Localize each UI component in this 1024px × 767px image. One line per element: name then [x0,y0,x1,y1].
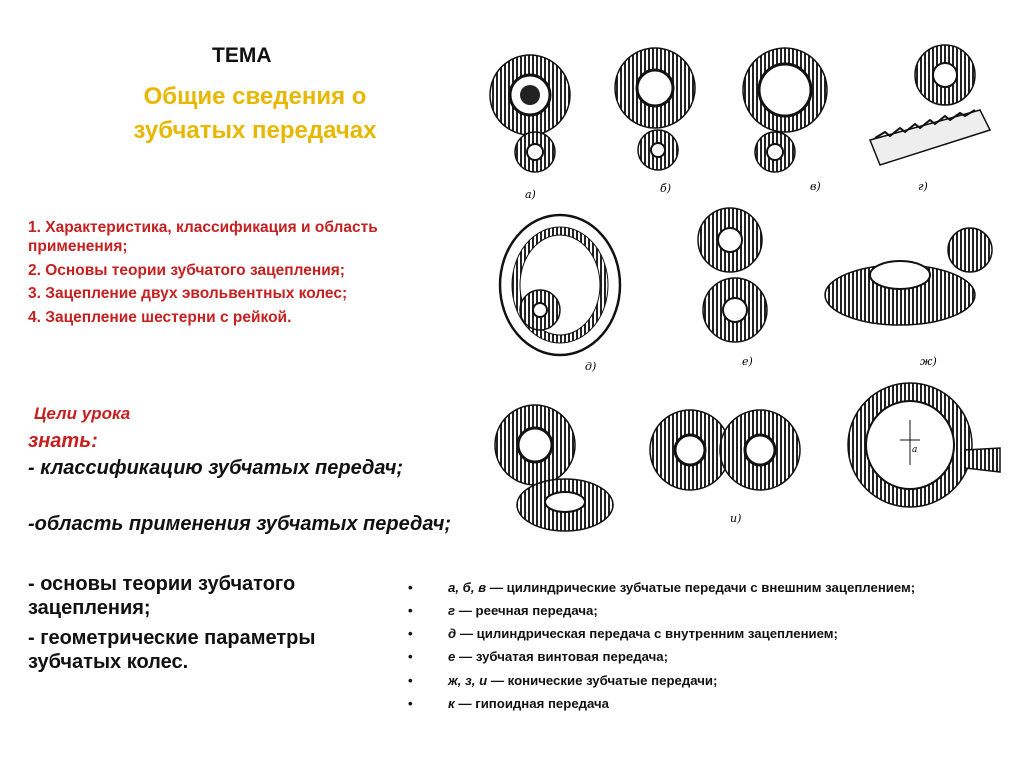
bullet-icon: • [408,580,413,595]
bullet-icon: • [408,626,413,642]
goal-item: - основы теории зубчатого зацепления; [28,573,296,619]
tema-label: ТЕМА [212,44,272,67]
goal-item: -область применения зубчатых передач; [28,513,452,535]
spiral-bevel-gears-icon [650,410,800,490]
helical-gears-icon [698,208,767,342]
legend-code: г [448,603,456,619]
legend-code: к [448,695,455,711]
bullet-icon: • [408,672,413,688]
legend-code: д [448,626,457,642]
figure-legend [408,578,988,717]
goals-know-label: знать: [28,430,98,452]
legend-item [408,647,988,666]
gear-pair-v-icon [743,48,827,172]
figure-label: и) [730,512,742,525]
legend-item [408,624,988,643]
topic-title-line1: Общие сведения о [143,83,367,110]
legend-text: — цилиндрические зубчатые передачи с внешним зацеплением; [486,580,916,595]
figure-label: б) [660,182,672,195]
legend-code: е [448,649,456,665]
plan-item: 3. Зацепление двух эвольвентных колес; [28,285,348,303]
plan-item: 1. Характеристика, классификация и область применения; [28,219,378,256]
figure-label: е) [742,355,753,368]
rack-and-pinion-icon [870,45,990,165]
figure-label: ж) [920,355,937,368]
topic-title [70,80,440,147]
legend-item [408,578,988,597]
legend-text: — цилиндрическая передача с внутренним зацеплением; [456,626,838,642]
lesson-plan [28,218,448,331]
bullet-icon: • [408,603,413,619]
dimension-label: a [912,445,918,455]
bullet-icon: • [408,649,413,665]
legend-code: а, б, в [448,580,487,595]
figure-label: д) [585,360,597,373]
bevel-gear-icon [825,228,992,325]
figure-label: г) [918,180,928,193]
goals-heading: Цели урока [34,404,131,423]
legend-item [408,694,988,713]
plan-item: 2. Основы теории зубчатого зацепления; [28,261,345,279]
topic-title-line2: зубчатых передачах [133,116,377,144]
bullet-icon: • [408,695,413,711]
gear-pair-b-icon [615,48,695,170]
figure-label: а) [525,188,536,201]
legend-item [408,671,988,690]
goal-item: - геометрические параметры зубчатых колес. [28,627,316,673]
legend-text: — реечная передача; [455,603,598,619]
gear-pair-a-icon [490,55,570,172]
goal-item: - классификацию зубчатых передач; [28,457,404,479]
internal-gear-icon [500,215,620,355]
gears-illustration [480,20,1010,560]
bevel-gears-pair-icon [495,405,613,531]
legend-text: — гипоидная передача [454,695,610,711]
legend-code: ж, з, и [448,672,488,688]
legend-text: — конические зубчатые передачи; [487,672,718,688]
figure-label: в) [810,180,821,193]
hypoid-gear-icon [848,383,1000,507]
legend-item [408,601,988,620]
legend-text: — зубчатая винтовая передача; [455,649,668,665]
plan-item: 4. Зацепление шестерни с рейкой. [28,308,292,326]
